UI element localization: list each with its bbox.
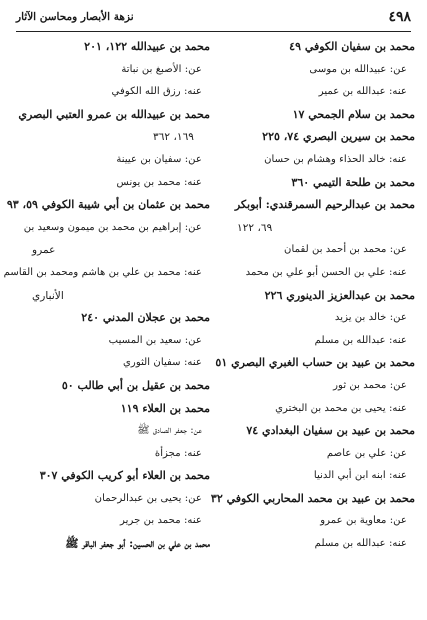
index-subentry: عنه: يحيى بن محمد بن البختري — [275, 402, 407, 414]
index-subentry: عنه: سفيان الثوري — [122, 357, 202, 369]
index-column-left — [3, 36, 210, 556]
index-entry: محمد بن عثمان بن أبي شيبة الكوفي ٥٩، ٩٣ — [6, 198, 210, 212]
index-subentry: عن: عبيدالله بن موسى — [309, 63, 407, 75]
index-subentry: عنه: عبدالله بن عمير — [318, 86, 407, 98]
index-entry: محمد بن عبدالرحيم السمرقندي: أبوبكر — [234, 198, 415, 212]
index-subentry: عن: إبراهيم بن محمد بن ميمون وسعيد بن — [23, 221, 202, 233]
index-subentry: عنه: رزق الله الكوفي — [111, 86, 202, 98]
index-entry: محمد بن العلاء ١١٩ — [120, 401, 210, 415]
index-entry: محمد بن طلحة التيمي ٣٦٠ — [291, 175, 415, 189]
index-subentry: عنه: خالد الحذاء وهشام بن حسان — [264, 153, 407, 165]
index-entry: محمد بن عبيد بن محمد المحاربي الكوفي ٣٢ — [210, 491, 415, 505]
index-subentry: عنه: عبدالله بن مسلم — [314, 334, 407, 346]
header-rule — [16, 31, 411, 32]
index-subentry: عن: علي بن عاصم — [326, 447, 407, 459]
index-entry: محمد بن عبيدالله بن عمرو العتبي البصري — [18, 107, 210, 121]
index-continuation: ١٦٩، ٣٦٢ — [153, 131, 194, 144]
index-subentry: عن: سعيد بن المسيب — [108, 334, 202, 346]
index-entry: محمد بن عجلان المدني ٢٤٠ — [81, 311, 210, 325]
index-entry: محمد بن عبيد بن سفيان البغدادي ٧٤ — [246, 424, 415, 438]
running-title: نزهة الأبصار ومحاسن الآثار — [16, 11, 134, 23]
index-continuation: الأنباري — [32, 289, 64, 302]
index-continuation: عمرو — [32, 244, 56, 257]
index-entry: محمد بن سلام الجمحي ١٧ — [292, 107, 415, 121]
index-subentry: عنه: محمد بن علي بن هاشم ومحمد بن القاسم — [3, 266, 202, 278]
index-subentry: عنه: عبدالله بن مسلم — [314, 538, 407, 550]
index-entry: محمد بن عبيد بن حساب الغبري البصري ٥١ — [215, 356, 415, 370]
index-entry: محمد بن العلاء أبو كريب الكوفي ٣٠٧ — [39, 469, 210, 483]
index-subentry: عن: خالد بن يزيد — [334, 312, 407, 324]
index-entry: محمد بن سيرين البصري ٧٤، ٢٢٥ — [262, 130, 415, 144]
index-entry: محمد بن عبيدالله ١٢٢، ٢٠١ — [84, 40, 210, 53]
index-entry: محمد بن عقيل بن أبي طالب ٥٠ — [61, 378, 210, 392]
index-subentry: عنه: ابنه ابن أبي الدنيا — [313, 470, 407, 482]
index-column-right — [210, 36, 415, 556]
index-subentry: عن: محمد بن أحمد بن لقمان — [283, 244, 407, 256]
index-subentry: عن: جعفر الصادق ﷺ — [137, 425, 202, 437]
index-entry: محمد بن علي بن الحسين: أبو جعفر الباقر ﷺ — [65, 537, 210, 551]
index-subentry: عنه: مجزأة — [154, 447, 202, 459]
page-header — [16, 6, 411, 28]
index-subentry: عن: الأصبغ بن نباتة — [121, 63, 202, 75]
index-subentry: عن: محمد بن ثور — [333, 379, 407, 391]
index-entry: محمد بن سفيان الكوفي ٤٩ — [289, 40, 415, 53]
index-subentry: عن: يحيى بن عبدالرحمان — [94, 492, 202, 504]
index-subentry: عن: سفيان بن عيينة — [116, 153, 202, 165]
index-subentry: عنه: محمد بن جرير — [120, 515, 202, 527]
index-subentry: عن: معاوية بن عمرو — [320, 515, 407, 527]
index-continuation: ٦٩، ١٢٢ — [237, 221, 273, 234]
index-subentry: عنه: علي بن الحسن أبو علي بن محمد — [245, 266, 407, 278]
index-entry: محمد بن عبدالعزيز الدينوري ٢٢٦ — [264, 288, 415, 302]
index-subentry: عنه: محمد بن يونس — [116, 176, 202, 188]
page-number: ٤٩٨ — [388, 9, 411, 25]
